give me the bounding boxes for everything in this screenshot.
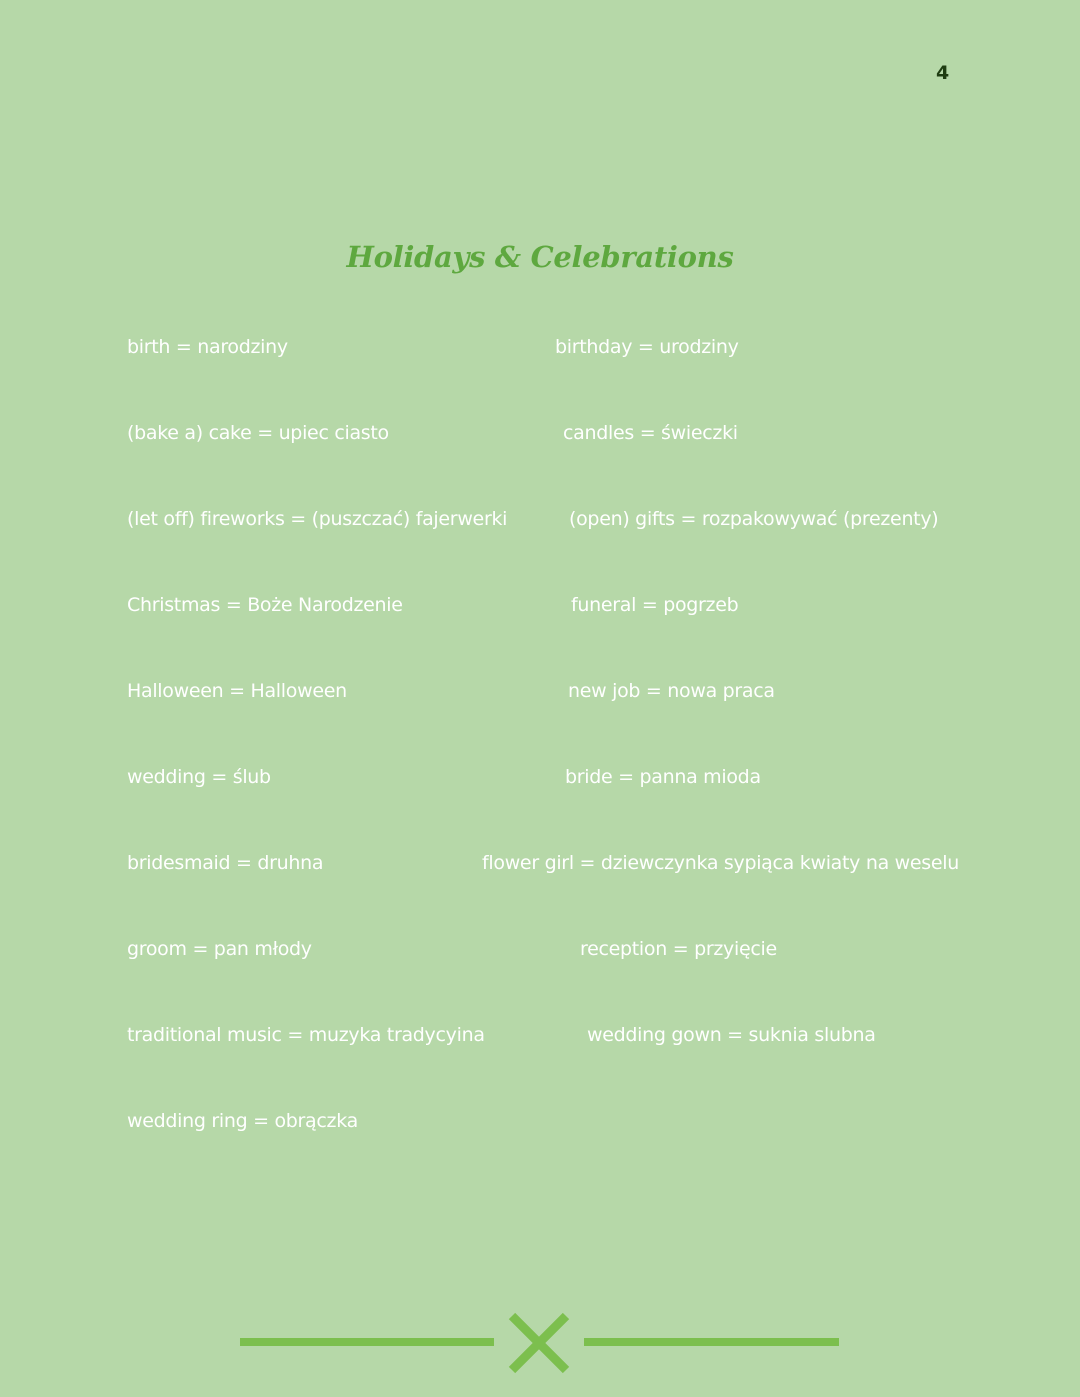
page-title: Holidays & Celebrations <box>346 240 734 274</box>
vocab-entry-right: birthday = urodziny <box>555 336 739 358</box>
vocab-entry-right: new job = nowa praca <box>568 680 775 702</box>
vocab-entry-right: (open) gifts = rozpakowywać (prezenty) <box>569 508 939 530</box>
vocab-entry-right: reception = przyięcie <box>580 938 777 960</box>
vocab-entry-left: Christmas = Boże Narodzenie <box>127 594 403 616</box>
vocab-entry-right: funeral = pogrzeb <box>571 594 739 616</box>
vocab-entry-left: groom = pan młody <box>127 938 312 960</box>
vocab-entry-left: wedding ring = obrączka <box>127 1110 358 1132</box>
vocab-entry-left: traditional music = muzyka tradycyina <box>127 1024 485 1046</box>
vocab-entry-right: wedding gown = suknia slubna <box>587 1024 876 1046</box>
vocab-entry-left: birth = narodziny <box>127 336 288 358</box>
vocab-entry-left: (let off) fireworks = (puszczać) fajerwerki <box>127 508 508 530</box>
cross-icon <box>512 1316 566 1370</box>
vocab-entry-left: wedding = ślub <box>127 766 271 788</box>
divider-line-left <box>240 1338 494 1346</box>
vocab-entry-right: candles = świeczki <box>563 422 738 444</box>
divider-ornament <box>240 1310 840 1374</box>
vocab-entry-right: flower girl = dziewczynka sypiąca kwiaty na weselu <box>482 852 960 874</box>
vocab-entry-left: bridesmaid = druhna <box>127 852 324 874</box>
divider-line-right <box>584 1338 839 1346</box>
page-number: 4 <box>936 62 950 84</box>
vocab-entry-right: bride = panna mioda <box>565 766 761 788</box>
vocab-entry-left: (bake a) cake = upiec ciasto <box>127 422 389 444</box>
vocab-entry-left: Halloween = Halloween <box>127 680 347 702</box>
